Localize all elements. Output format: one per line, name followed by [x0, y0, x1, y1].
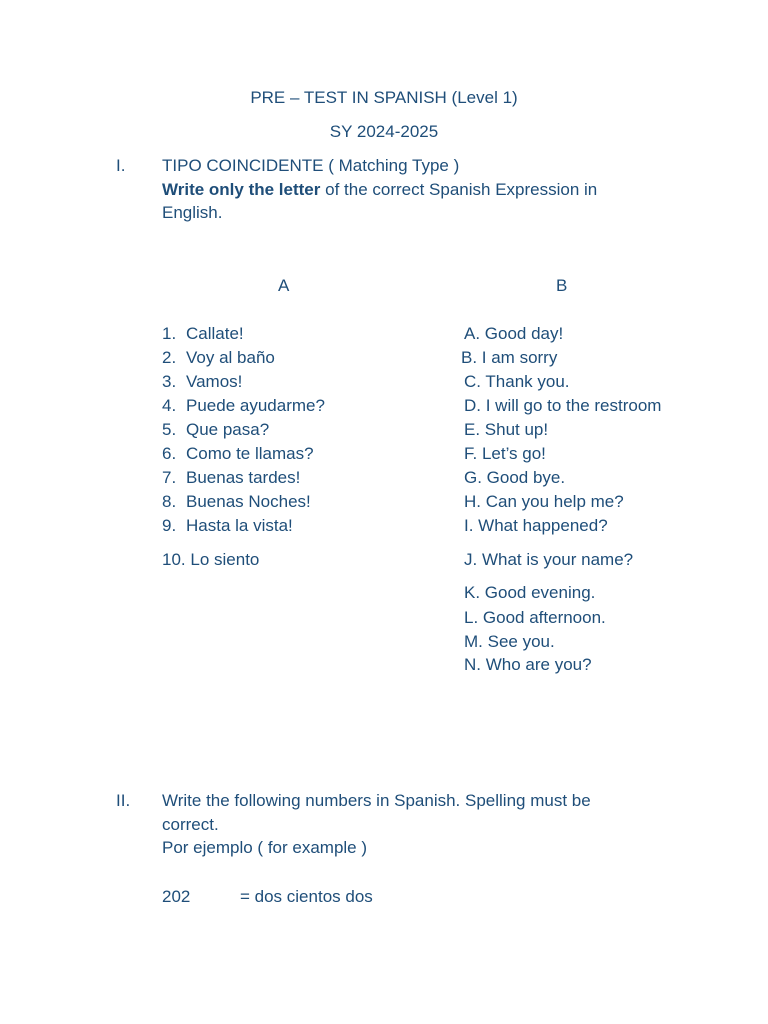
item-text: Voy al baño	[186, 348, 275, 367]
item-text: Callate!	[186, 324, 244, 343]
section-2-numeral: II.	[116, 791, 131, 810]
instruction-bold: Write only the letter	[162, 180, 321, 199]
list-item: K. Good evening.	[464, 583, 596, 602]
item-number: 1.	[162, 324, 177, 343]
item-number: 2.	[162, 348, 177, 367]
list-item	[162, 371, 242, 393]
list-item: A. Good day!	[464, 324, 564, 343]
example-number: 202	[162, 887, 191, 906]
item-number: 4.	[162, 396, 177, 415]
item-number: 7.	[162, 468, 177, 487]
list-item	[162, 515, 293, 537]
column-b-header: B	[556, 276, 568, 295]
list-item: B. I am sorry	[461, 348, 558, 367]
item-number: 8.	[162, 492, 177, 511]
list-item: J. What is your name?	[464, 550, 634, 569]
example-label: Por ejemplo ( for example )	[162, 838, 368, 857]
item-text: Buenas Noches!	[186, 492, 311, 511]
list-item	[162, 347, 275, 369]
item-text: Vamos!	[186, 372, 243, 391]
item-text: Lo siento	[190, 550, 260, 569]
item-number: 10.	[162, 550, 186, 569]
section-1-heading: TIPO COINCIDENTE ( Matching Type )	[162, 156, 460, 175]
item-number: 6.	[162, 444, 177, 463]
section-2-instruction: Write the following numbers in Spanish. Spelling must be	[162, 791, 591, 810]
item-text: Que pasa?	[186, 420, 270, 439]
item-number: 5.	[162, 420, 177, 439]
list-item	[162, 549, 259, 571]
section-1-numeral: I.	[116, 156, 126, 175]
item-number: 9.	[162, 516, 177, 535]
list-item: I. What happened?	[464, 516, 608, 535]
section-1-instruction	[162, 179, 597, 201]
list-item	[162, 491, 311, 513]
list-item: G. Good bye.	[464, 468, 566, 487]
section-1-instruction-line2: English.	[162, 203, 223, 222]
item-text: Buenas tardes!	[186, 468, 301, 487]
list-item	[162, 443, 314, 465]
list-item: N. Who are you?	[464, 655, 592, 674]
list-item: E. Shut up!	[464, 420, 549, 439]
list-item: F. Let’s go!	[464, 444, 546, 463]
list-item: L. Good afternoon.	[464, 608, 606, 627]
example-answer: = dos cientos dos	[240, 887, 373, 906]
school-year: SY 2024-2025	[329, 122, 439, 141]
list-item: H. Can you help me?	[464, 492, 624, 511]
list-item	[162, 419, 269, 441]
item-text: Puede ayudarme?	[186, 396, 325, 415]
list-item	[162, 467, 300, 489]
column-a-header: A	[278, 276, 290, 295]
list-item: C. Thank you.	[464, 372, 570, 391]
item-text: Hasta la vista!	[186, 516, 293, 535]
item-number: 3.	[162, 372, 177, 391]
list-item: M. See you.	[464, 632, 555, 651]
list-item	[162, 395, 325, 417]
list-item	[162, 323, 244, 345]
item-text: Como te llamas?	[186, 444, 314, 463]
instruction-rest: of the correct Spanish Expression in	[320, 180, 598, 199]
page-title: PRE – TEST IN SPANISH (Level 1)	[250, 88, 518, 107]
section-2-instruction-line2: correct.	[162, 815, 219, 834]
list-item: D. I will go to the restroom	[464, 396, 662, 415]
